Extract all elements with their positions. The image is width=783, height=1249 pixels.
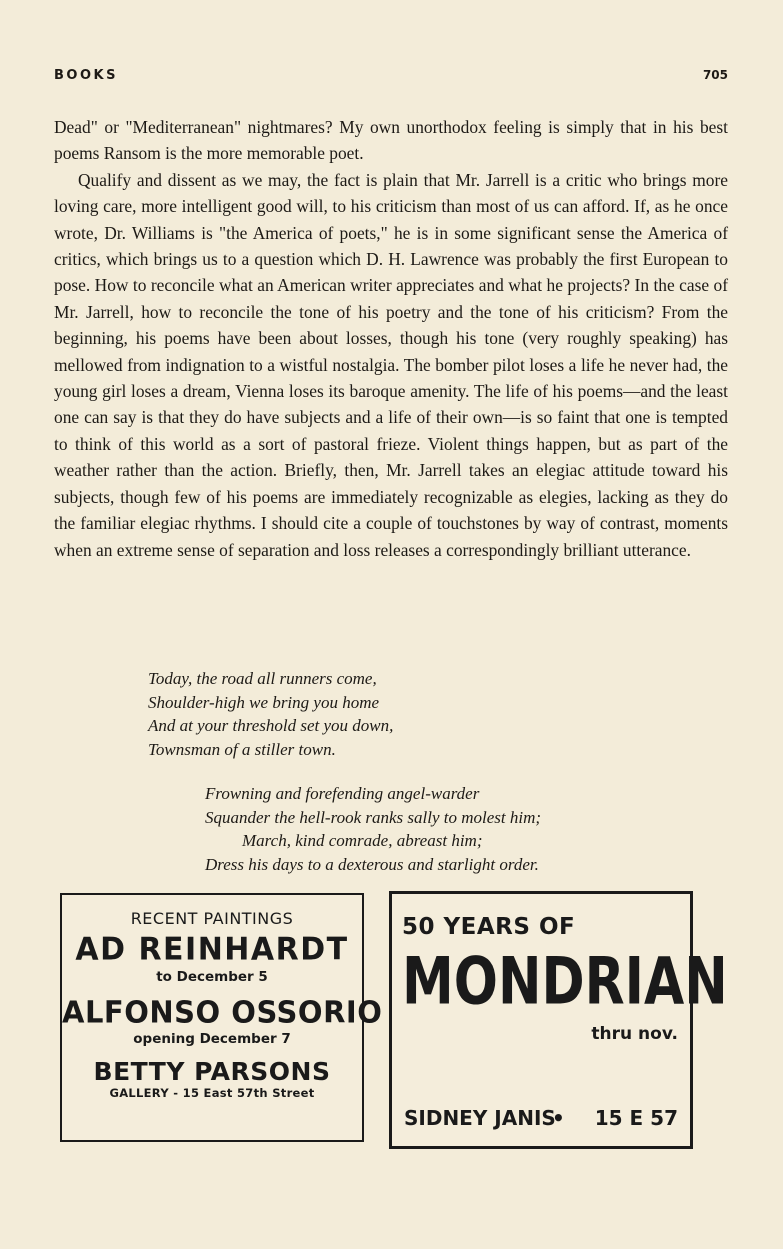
verse-line: March, kind comrade, abreast him;	[242, 831, 483, 850]
verse-line: Townsman of a stiller town.	[148, 739, 336, 759]
verse-line: Dress his days to a dexterous and starlight order.	[205, 854, 539, 874]
bullet-separator: •	[552, 1106, 565, 1130]
exhibition-date: thru nov.	[591, 1024, 678, 1044]
verse-line: Today, the road all runners come,	[148, 669, 377, 688]
gallery-name: BETTY PARSONS	[93, 1057, 331, 1086]
gallery-address: 15 E 57	[594, 1106, 678, 1130]
section-title: BOOKS	[54, 68, 118, 83]
sidney-janis-advertisement	[389, 891, 728, 1149]
article-body	[54, 114, 728, 563]
running-head	[54, 68, 728, 88]
betty-parsons-advertisement	[60, 893, 383, 1142]
exhibition-date: to December 5	[156, 969, 268, 985]
artist-name: AD REINHARDT	[75, 931, 349, 968]
artist-name: MONDRIAN	[402, 944, 728, 1020]
verse-line: And at your threshold set you down,	[148, 716, 394, 735]
paragraph: Dead" or "Mediterranean" nightmares? My own unorthodox feeling is simply that in his best poems Ransom is the more memorable poet.	[54, 117, 728, 164]
verse-line: Frowning and forefending angel-warder	[205, 784, 480, 803]
verse-line: Squander the hell-rook ranks sally to molest him;	[205, 807, 542, 827]
ad-heading: 50 YEARS OF	[402, 914, 576, 940]
page-number: 705	[702, 68, 728, 82]
verse-quotation	[148, 667, 393, 761]
gallery-address: GALLERY - 15 East 57th Street	[109, 1086, 315, 1100]
verse-quotation	[205, 782, 541, 876]
verse-line: Shoulder-high we bring you home	[148, 692, 380, 712]
exhibition-date: opening December 7	[133, 1031, 291, 1047]
gallery-name: SIDNEY JANIS	[404, 1106, 556, 1130]
paragraph: Qualify and dissent as we may, the fact is plain that Mr. Jarrell is a critic who brings more loving care, more intelligent good will, to his criticism than most of us can afford. If, as he once wrote, Dr. Williams is "the America of poets," he is in some significant sense the America of critics, which brings us to a question which D. H. Lawrence was probably the first European to pose. How to reconcile what an American writer appreciates and what he projects? In the case of Mr. Jarrell, how to reconcile the tone of his poetry and the tone of his criticism? From the beginning, his poems have been about losses, though his tone (very roughly speaking) has mellowed from indignation to a wistful nostalgia. The bomber pilot loses a life he never had, the young girl loses a dream, Vienna loses its baroque amenity. The life of his poems—and the least one can say is that they do have subjects and a life of their own—is so faint that one is tempted to think of this world as a sort of pastoral frieze. Violent things happen, but as part of the weather rather than the action. Briefly, then, Mr. Jarrell takes an elegiac attitude toward his subjects, though few of his poems are immediately recognizable as elegies, lacking as they do the familiar elegiac rhythms. I should cite a couple of touchstones by way of contrast, moments when an extreme sense of separation and loss releases a correspondingly brilliant utterance.	[54, 169, 728, 560]
artist-name: ALFONSO OSSORIO	[62, 994, 383, 1030]
ad-heading: RECENT PAINTINGS	[130, 909, 294, 928]
